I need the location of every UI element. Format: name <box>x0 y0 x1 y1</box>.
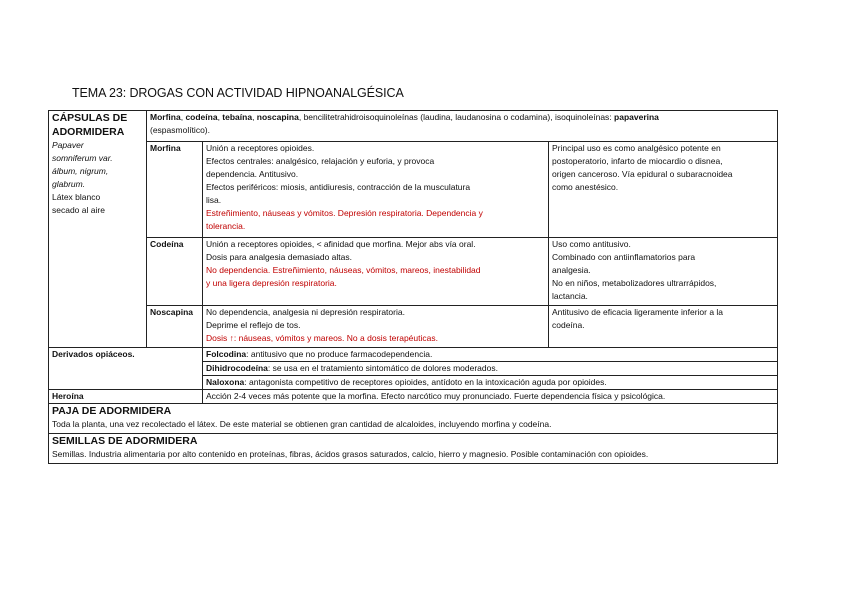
adverse-line: y una ligera depresión respiratoria. <box>206 278 337 288</box>
uses-cell <box>549 238 778 306</box>
capsulas-row <box>49 111 778 142</box>
text-line: como anestésico. <box>552 182 619 192</box>
paja-text: Toda la planta, una vez recolectado el látex. De este material se obtienen gran cantidad de alcaloides, incluyendo morfina y codeína. <box>52 419 552 429</box>
text-line: Dosis para analgesia demasiado altas. <box>206 252 353 262</box>
latex-line: secado al aire <box>52 205 105 215</box>
text-line: lactancia. <box>552 291 588 301</box>
adverse-line: Estreñimiento, náuseas y vómitos. Depresión respiratoria. Dependencia y <box>206 208 483 218</box>
semillas-heading: SEMILLAS DE ADORMIDERA <box>52 435 198 447</box>
mechanism-cell <box>203 306 549 348</box>
text-line: codeína. <box>552 320 585 330</box>
mechanism-cell <box>203 142 549 238</box>
semillas-row <box>49 434 778 464</box>
text-line: Combinado con antiinflamatorios para <box>552 252 696 262</box>
paja-cell <box>49 404 778 434</box>
adverse-line: Dosis ↑: náuseas, vómitos y mareos. No a dosis terapéuticas. <box>206 333 438 343</box>
alkaloids-cell <box>147 111 778 142</box>
text-line: No dependencia, analgesia ni depresión respiratoria. <box>206 307 405 317</box>
text-line: Principal uso es como analgésico potente en <box>552 143 721 153</box>
derivado-cell <box>203 362 778 376</box>
semillas-cell <box>49 434 778 464</box>
derivado-cell <box>203 348 778 362</box>
derivado-text: : antagonista competitivo de receptores opioides, antídoto en la intoxicación aguda por opioides. <box>244 377 607 387</box>
text-line: lisa. <box>206 195 222 205</box>
text-line: Uso como antitusivo. <box>552 239 631 249</box>
drug-name: Codeína <box>147 238 203 306</box>
paja-row <box>49 404 778 434</box>
page-title: TEMA 23: DROGAS CON ACTIVIDAD HIPNOANALGÉSICA <box>72 86 404 100</box>
derivados-label: Derivados opiáceos. <box>49 348 203 390</box>
capsulas-cell <box>49 111 147 348</box>
noscapina-row <box>49 306 778 348</box>
species-line: álbum, nigrum, <box>52 166 109 176</box>
derivado-cell <box>203 376 778 390</box>
latex-line: Látex blanco <box>52 192 101 202</box>
derivado-text: : se usa en el tratamiento sintomático de dolores moderados. <box>267 363 498 373</box>
drug-name: Noscapina <box>147 306 203 348</box>
text-line: Efectos centrales: analgésico, relajación y euforia, y provoca <box>206 156 435 166</box>
text-line: Unión a receptores opioides. <box>206 143 315 153</box>
drug-table <box>48 110 778 464</box>
text-line: dependencia. Antitusivo. <box>206 169 299 179</box>
text-line: origen canceroso. Vía epidural o subaracnoidea <box>552 169 733 179</box>
text-line: Efectos periféricos: miosis, antidiuresis, contracción de la musculatura <box>206 182 471 192</box>
alkaloid-morfina: Morfina <box>150 112 181 122</box>
uses-cell <box>549 142 778 238</box>
heroina-label: Heroína <box>49 390 203 404</box>
derivado-name: Dihidrocodeína <box>206 363 268 373</box>
derivado-row <box>49 348 778 362</box>
mechanism-cell <box>203 238 549 306</box>
text-line: Antitusivo de eficacia ligeramente inferior a la <box>552 307 724 317</box>
text-line: analgesia. <box>552 265 591 275</box>
codeina-row <box>49 238 778 306</box>
text-line: No en niños, metabolizadores ultrarrápidos, <box>552 278 717 288</box>
paja-heading: PAJA DE ADORMIDERA <box>52 405 172 417</box>
capsulas-heading-1: CÁPSULAS DE <box>52 112 128 124</box>
text-line: Unión a receptores opioides, < afinidad que morfina. Mejor abs vía oral. <box>206 239 476 249</box>
heroina-row <box>49 390 778 404</box>
semillas-text: Semillas. Industria alimentaria por alto contenido en proteínas, fibras, ácidos grasos saturados, calcio, hierro y magnesio. Posible contaminación con opioides. <box>52 449 649 459</box>
heroina-text: Acción 2-4 veces más potente que la morfina. Efecto narcótico muy pronunciado. Fuerte dependencia física y psicológica. <box>203 390 778 404</box>
capsulas-heading-2: ADORMIDERA <box>52 126 125 138</box>
derivado-text: : antitusivo que no produce farmacodependencia. <box>246 349 433 359</box>
text-line: postoperatorio, infarto de miocardio o disnea, <box>552 156 723 166</box>
alkaloid-rest-2: (espasmolítico). <box>150 125 210 135</box>
species-line: glabrum. <box>52 179 86 189</box>
alkaloid-papaverina: papaverina <box>614 112 659 122</box>
alkaloid-sep: , <box>252 112 257 122</box>
alkaloid-tebaina: tebaína <box>222 112 253 122</box>
alkaloid-codeina: codeína <box>185 112 218 122</box>
alkaloid-noscapina: noscapina <box>256 112 299 122</box>
derivado-name: Folcodina <box>206 349 247 359</box>
alkaloid-sep: , <box>217 112 223 122</box>
adverse-line: tolerancia. <box>206 221 246 231</box>
species-line: Papaver <box>52 140 84 150</box>
species-line: somniferum var. <box>52 153 113 163</box>
morfina-row <box>49 142 778 238</box>
alkaloid-rest: , bencilitetrahidroisoquinoleínas (laudina, laudanosina o codamina), isoquinoleínas: <box>298 112 615 122</box>
alkaloid-sep: , <box>180 112 186 122</box>
text-line: Deprime el reflejo de tos. <box>206 320 301 330</box>
adverse-line: No dependencia. Estreñimiento, náuseas, vómitos, mareos, inestabilidad <box>206 265 481 275</box>
drug-name: Morfina <box>147 142 203 238</box>
uses-cell <box>549 306 778 348</box>
derivado-name: Naloxona <box>206 377 245 387</box>
